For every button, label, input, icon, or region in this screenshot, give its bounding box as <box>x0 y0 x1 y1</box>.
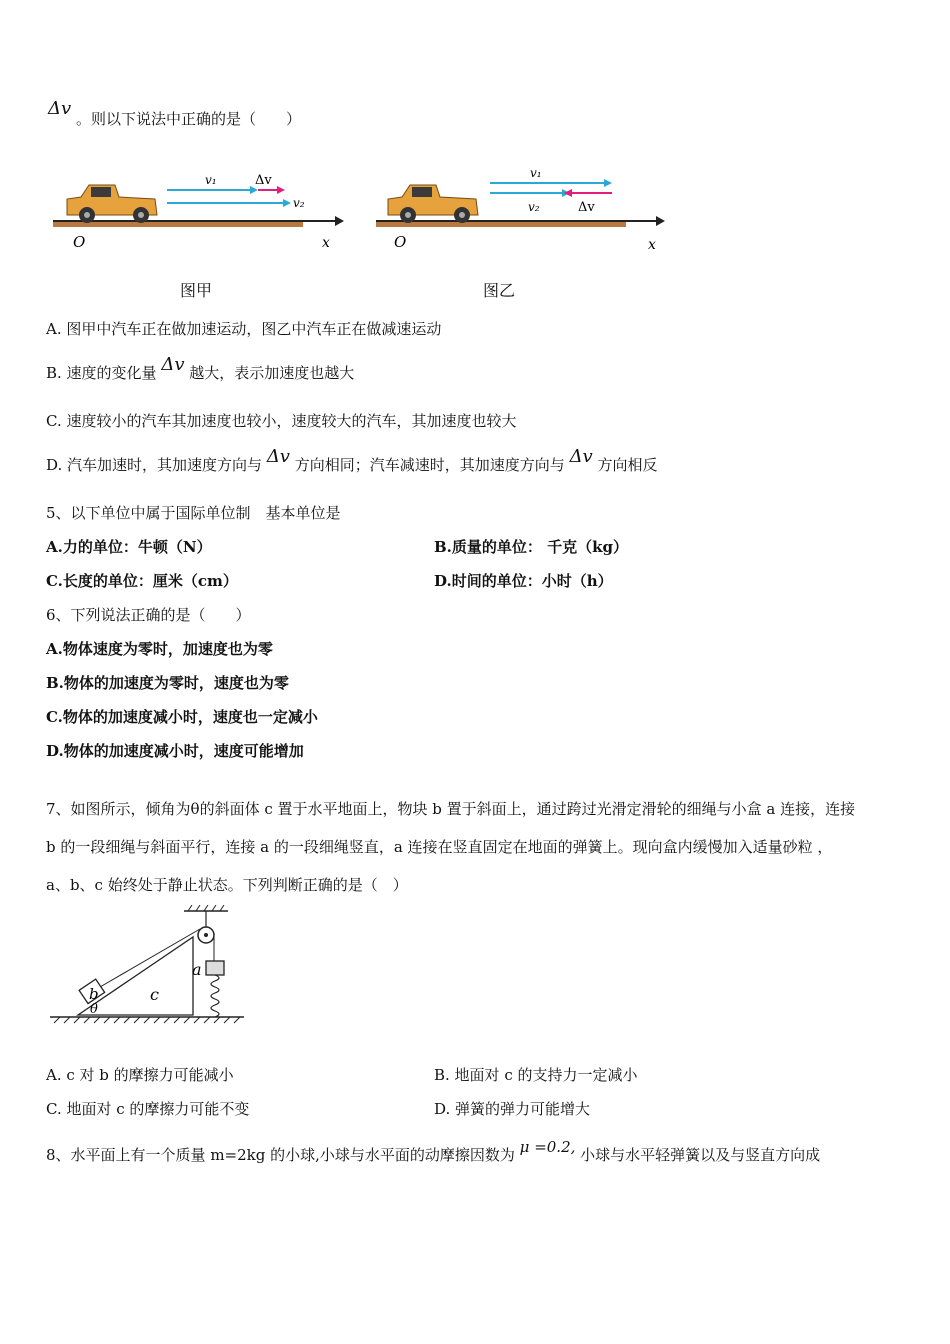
figure-yi <box>372 165 672 265</box>
q5-option-c: C.长度的单位：厘米（cm） <box>46 572 238 590</box>
label-axis-x: x <box>322 235 330 251</box>
label-v2: v₂ <box>528 200 540 214</box>
q7-line-2: b 的一段细绳与斜面平行，连接 a 的一段细绳竖直，a 连接在竖直固定在地面的弹簧上。现向盒内缓慢加入适量砂粒 ， <box>46 838 833 856</box>
q6-option-d: D.物体的加速度减小时，速度可能增加 <box>46 742 304 760</box>
q7-option-a: A. c 对 b 的摩擦力可能减小 <box>46 1066 234 1084</box>
figure-jia <box>45 165 345 265</box>
q8-stem: 8、水平面上有一个质量 m=2kg 的小球,小球与水平面的动摩擦因数为 μ =0.2, 小球与水平轻弹簧以及与竖直方向成 <box>46 1138 821 1164</box>
q4-intro-text: 。则以下说法中正确的是（ ） <box>75 110 301 128</box>
label-axis-x: x <box>648 237 656 253</box>
label-origin: O <box>73 233 86 251</box>
spring-icon <box>211 975 219 1017</box>
q4-intro <box>48 98 301 129</box>
q5-option-b: B.质量的单位： 千克（kg） <box>434 538 629 556</box>
delta-v-symbol: Δv <box>48 98 72 119</box>
q6-option-b: B.物体的加速度为零时，速度也为零 <box>46 674 289 692</box>
caption-jia: 图甲 <box>180 281 213 300</box>
delta-v-symbol: Δv <box>161 354 185 375</box>
q5-option-a: A.力的单位：牛顿（N） <box>46 538 212 556</box>
label-a: a <box>192 960 202 979</box>
label-origin: O <box>394 233 407 251</box>
label-v1: v₁ <box>205 173 217 187</box>
q7-line-3: a、b、c 始终处于静止状态。下列判断正确的是（ ） <box>46 876 408 894</box>
label-v2: v₂ <box>293 196 305 210</box>
label-c: c <box>150 985 159 1004</box>
q7-option-c: C. 地面对 c 的摩擦力可能不变 <box>46 1100 250 1118</box>
q7-option-d: D. 弹簧的弹力可能增大 <box>434 1100 591 1118</box>
label-b: b <box>89 985 99 1003</box>
label-theta: θ <box>90 1002 98 1017</box>
q6-option-a: A.物体速度为零时，加速度也为零 <box>46 640 273 658</box>
box-a <box>206 961 224 975</box>
q4-option-b: B. 速度的变化量 Δv 越大，表示加速度也越大 <box>46 354 355 382</box>
label-dv: Δv <box>578 200 595 215</box>
q4-option-d: D. 汽车加速时，其加速度方向与 Δv 方向相同；汽车减速时，其加速度方向与 Δv 方向相反 <box>46 446 658 474</box>
q5-stem: 5、以下单位中属于国际单位制 基本单位是 <box>46 504 341 522</box>
figure-q7-incline <box>48 905 248 1030</box>
q4-option-c: C. 速度较小的汽车其加速度也较小，速度较大的汽车，其加速度也较大 <box>46 412 517 430</box>
delta-v-symbol: Δv <box>266 446 290 467</box>
mu-formula: μ =0.2, <box>519 1138 576 1156</box>
car-icon <box>67 185 157 223</box>
q7-line-1: 7、如图所示，倾角为θ的斜面体 c 置于水平地面上，物块 b 置于斜面上，通过跨过光滑定滑轮的细绳与小盒 a 连接，连接 <box>46 800 856 818</box>
q7-option-b: B. 地面对 c 的支持力一定减小 <box>434 1066 638 1084</box>
q5-option-d: D.时间的单位：小时（h） <box>434 572 613 590</box>
q6-option-c: C.物体的加速度减小时，速度也一定减小 <box>46 708 318 726</box>
q6-stem: 6、下列说法正确的是（ ） <box>46 606 251 624</box>
label-v1: v₁ <box>530 166 542 180</box>
label-dv: Δv <box>255 173 272 188</box>
delta-v-symbol: Δv <box>569 446 593 467</box>
q4-option-a: A. 图甲中汽车正在做加速运动，图乙中汽车正在做减速运动 <box>46 320 442 338</box>
caption-yi: 图乙 <box>483 281 516 300</box>
car-icon <box>388 185 478 223</box>
